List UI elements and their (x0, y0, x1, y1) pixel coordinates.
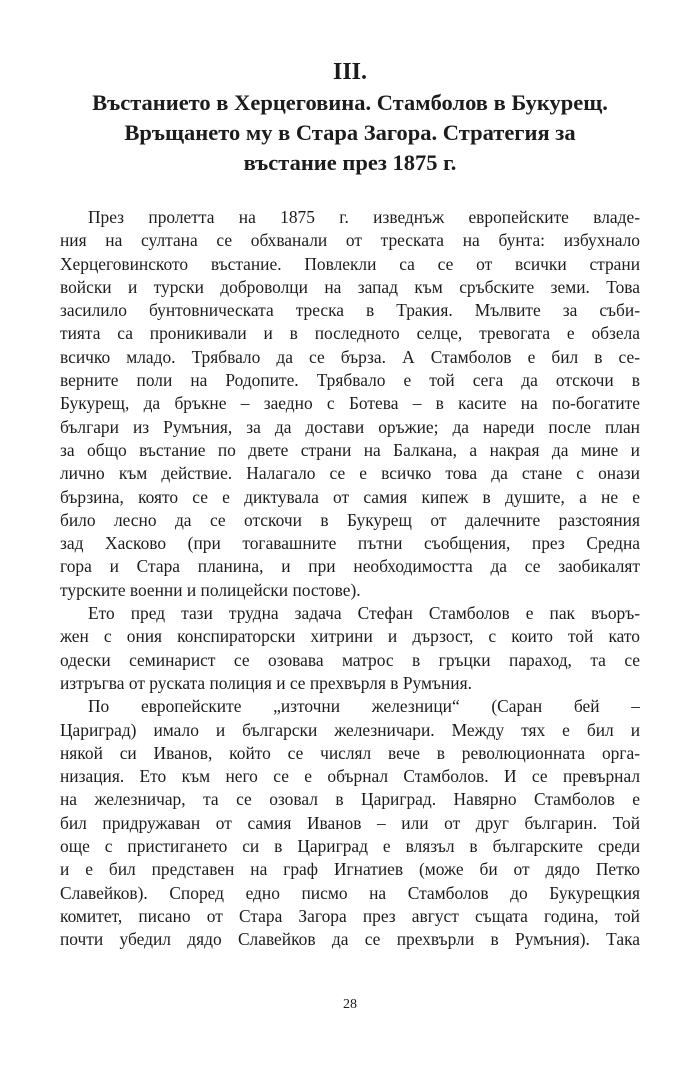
text-line: още с пристигането си в Цариград е влязъл в българските среди (60, 836, 640, 857)
text-line: войски и турски доброволци на запад към сръбските земи. Това (60, 276, 640, 297)
chapter-title-line: Въстанието в Херцеговина. Стамболов в Букурещ. (92, 90, 608, 115)
text-line: комитет, писано от Стара Загора през август същата година, той (60, 905, 640, 926)
text-line: бързина, която се е диктувала от самия кипеж в душите, а не е (60, 486, 640, 507)
text-line: и е бил представен на граф Игнатиев (може би от дядо Петко (60, 859, 640, 880)
text-line: било лесно да се отскочи в Букурещ от далечните разстояния (60, 509, 640, 530)
text-line: почти убедил дядо Славейков да се прехвърли в Румъния). Така (60, 929, 640, 950)
chapter-title-line: Връщането му в Стара Загора. Стратегия за (124, 120, 576, 145)
text-line: изтръгва от руската полиция и се прехвърля в Румъния. (60, 672, 472, 693)
text-line: гора и Стара планина, и при необходимостта да се заобикалят (60, 556, 640, 577)
page-number: 28 (343, 997, 357, 1012)
text-line: някой си Иванов, който се числял вече в революционната орга- (60, 742, 640, 763)
text-line: жен с ония конспираторски хитрини и дързост, с които той като (60, 626, 640, 647)
text-line: тията са проникивали и в последното селце, тревогата е обзела (60, 323, 640, 344)
text-line: По европейските „източни железници“ (Саран бей – (88, 696, 640, 717)
text-line: Ето пред тази трудна задача Стефан Стамболов е пак въоръ- (88, 603, 640, 624)
chapter-title (60, 88, 640, 178)
paragraph (60, 206, 640, 602)
text-line: за общо въстание по двете страни на Балкана, а накрая да мине и (60, 439, 640, 460)
text-line: зад Хасково (при тогавашните пътни съобщения, през Средна (60, 533, 640, 554)
text-line: Славейков). Според едно писмо на Стамболов до Букурещкия (60, 882, 640, 903)
body-text (60, 206, 640, 952)
text-line: одески семинарист се озовава матрос в гръцки параход, та се (60, 649, 640, 670)
text-line: Букурещ, да бръкне – заедно с Ботева – в касите на по-богатите (60, 393, 640, 414)
chapter-heading (60, 56, 640, 178)
text-line: на железничар, та се озовал в Цариград. Навярно Стамболов е (60, 789, 640, 810)
text-line: бил придружаван от самия Иванов – или от друг българин. Той (60, 812, 640, 833)
text-line: Херцеговинското въстание. Повлекли са се от всички страни (60, 253, 640, 274)
chapter-title-line: въстание през 1875 г. (243, 150, 457, 175)
chapter-number: III. (332, 59, 368, 85)
text-line: турските военни и полицейски постове). (60, 579, 361, 600)
paragraph (60, 695, 640, 951)
text-line: През пролетта на 1875 г. изведнъж европейските владе- (88, 207, 640, 227)
text-line: лично към действие. Налагало се е всичко това да стане с онази (60, 463, 640, 484)
text-line: низация. Ето към него се е обърнал Стамболов. И се превърнал (60, 766, 640, 787)
text-line: българи из Румъния, за да достави оръжие; да нареди после план (60, 416, 640, 437)
text-line: Цариград) имало и български железничари. Между тях е бил и (60, 719, 640, 740)
text-line: верните поли на Родопите. Трябвало е той сега да отскочи в (60, 370, 640, 391)
text-line: засилило бунтовническата треска в Тракия. Мълвите за съби- (60, 300, 640, 321)
text-line: ния на султана се обхванали от треската на бунта: избухнало (60, 230, 640, 251)
paragraph (60, 602, 640, 695)
text-line: всичко младо. Трябвало да се бърза. А Стамболов е бил в се- (60, 346, 640, 367)
